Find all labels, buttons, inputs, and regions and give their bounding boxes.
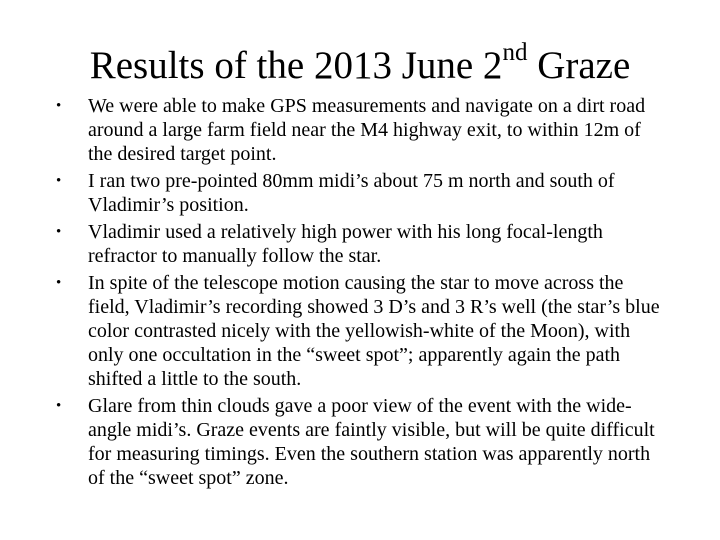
bullet-dot-icon: • [56, 275, 62, 291]
bullet-text: Vladimir used a relatively high power with his long focal-length refractor to manually follow the star. [88, 221, 603, 267]
title-superscript: nd [502, 39, 528, 66]
bullet-text: In spite of the telescope motion causing the star to move across the field, Vladimir’s recording showed 3 D’s and 3 R’s well (the star’s blue color contrasted nicely with the yellowish-white of the Moon), with only one occultation in the “sweet spot”; apparently again the path shifted a little to the south. [88, 272, 660, 390]
bullet-item [0, 169, 720, 217]
bullet-dot-icon: • [56, 98, 62, 114]
bullet-item [0, 94, 720, 166]
bullet-text: I ran two pre-pointed 80mm midi’s about 75 m north and south of Vladimir’s position. [88, 170, 615, 216]
bullet-dot-icon: • [56, 398, 62, 414]
bullet-text: We were able to make GPS measurements and navigate on a dirt road around a large farm field near the M4 highway exit, to within 12m of the desired target point. [88, 95, 646, 165]
bullet-item [0, 220, 720, 268]
bullet-dot-icon: • [56, 173, 62, 189]
bullet-dot-icon: • [56, 224, 62, 240]
slide-title [0, 40, 720, 92]
title-main-text: Results of the 2013 June 2 [89, 44, 503, 87]
bullet-list [0, 94, 720, 490]
bullet-item [0, 394, 720, 490]
bullet-text: Glare from thin clouds gave a poor view of the event with the wide-angle midi’s. Graze events are faintly visible, but will be quite difficult for measuring timings. Even the southern station was apparently north of the “sweet spot” zone. [88, 395, 655, 489]
bullet-item [0, 271, 720, 391]
title-end-text: Graze [527, 44, 631, 87]
